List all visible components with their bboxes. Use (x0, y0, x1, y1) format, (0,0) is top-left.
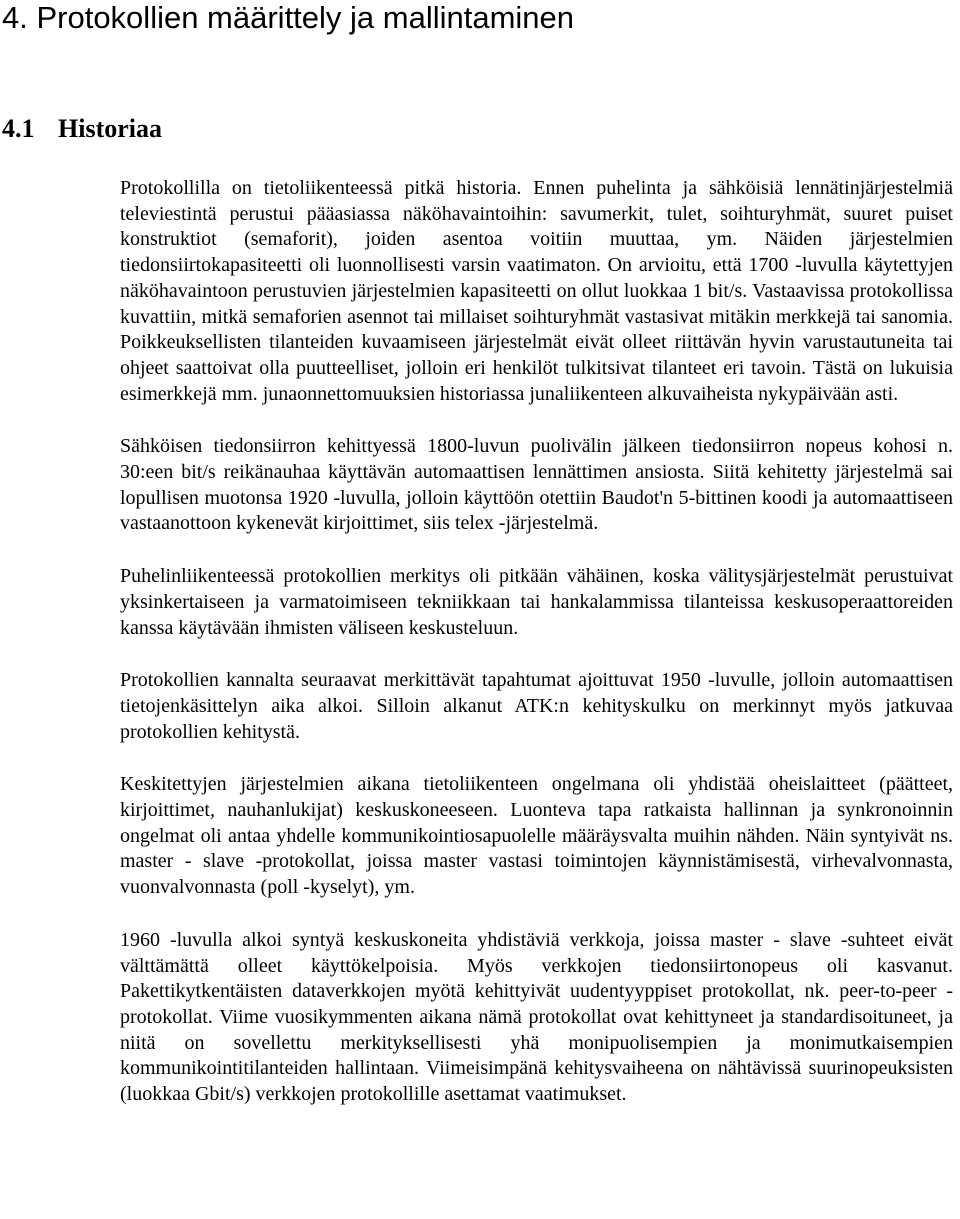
paragraph-centralized-systems: Keskitettyjen järjestelmien aikana tietoliikenteen ongelmana oli yhdistää oheislaitteet (päätteet, kirjoittimet, nauhanlukijat) keskuskoneeseen. Luonteva tapa ratkaista hallinnan ja synkronoinnin ongelmat oli antaa yhdelle kommunikointiosapuolelle määräysvalta muihin nähden. Näin syntyivät ns. master - slave -protokollat, joissa master vastasi toimintojen käynnistämisestä, virhevalvonnasta, vuonvalvonnasta (poll -kyselyt), ym. (120, 773, 953, 899)
section-title: Historiaa (58, 114, 162, 143)
paragraph-1960s-networks: 1960 -luvulla alkoi syntyä keskuskoneita yhdistäviä verkkoja, joissa master - slave -suhteet eivät välttämättä olleet käyttökelpoisia. Myös verkkojen tiedonsiirtonopeus oli kasvanut. Pakettikytkentäisten dataverkkojen myötä kehittyivät uudentyyppiset protokollat, nk. peer-to-peer -protokollat. Viime vuosikymmenten aikana nämä protokollat ovat kehittyneet ja standardisoituneet, ja niitä on sovellettu merkityksellisesti yhä monipuolisempien ja monimutkaisempien kommunikointitilanteiden hallintaan. Viimeisimpänä kehitysvaiheena on nähtävissä suurinopeuksisten (luokkaa Gbit/s) verkkojen protokollille asettamat vaatimukset. (120, 928, 953, 1106)
paragraph-electric-transmission: Sähköisen tiedonsiirron kehittyessä 1800-luvun puolivälin jälkeen tiedonsiirron nopeus kohosi n. 30:een bit/s reikänauhaa käyttävän automaattisen lennättimen ansiosta. Siitä kehitetty järjestelmä sai lopullisen muotonsa 1920 -luvulla, jolloin käyttöön otettiin Baudot'n 5-bittinen koodi ja automaattiseen vastaanottoon kykenevät kirjoittimet, siis telex -järjestelmä. (120, 435, 953, 535)
section-heading (2, 113, 162, 145)
section-number: 4.1 (2, 114, 35, 143)
body-text (120, 176, 953, 1135)
paragraph-history-intro: Protokollilla on tietoliikenteessä pitkä historia. Ennen puhelinta ja sähköisiä lennätinjärjestelmiä televiestintä perustui pääasiassa näköhavaintoihin: savumerkit, tulet, soihturyhmät, suuret puiset konstruktiot (semaforit), joiden asentoa voitiin muuttaa, ym. Näiden järjestelmien tiedonsiirtokapasiteetti oli luonnollisesti varsin vaatimaton. On arvioitu, että 1700 -luvulla käytettyjen näköhavaintoon perustuvien järjestelmien kapasiteetti on ollut luokkaa 1 bit/s. Vastaavissa protokollissa kuvattiin, mitkä semaforien asennot tai millaiset soihturyhmät vastasivat mitäkin merkkejä tai sanomia. Poikkeuksellisten tilanteiden kuvaamiseen järjestelmät eivät olleet riittävän hyvin varustautuneita tai ohjeet saattoivat olla puutteelliset, jolloin eri henkilöt tulkitsivat tilanteet eri tavoin. Tästä on lukuisia esimerkkejä mm. junaonnettomuuksien historiassa junaliikenteen alkuvaiheista nykypäivään asti. (120, 177, 953, 405)
paragraph-telephone-traffic: Puhelinliikenteessä protokollien merkitys oli pitkään vähäinen, koska välitysjärjestelmät perustuivat yksinkertaiseen ja varmatoimiseen tekniikkaan tai hankalammissa tilanteissa keskusoperaattoreiden kanssa käytävään ihmisten väliseen keskusteluun. (120, 565, 953, 639)
paragraph-1950s: Protokollien kannalta seuraavat merkittävät tapahtumat ajoittuvat 1950 -luvulle, jolloin automaattisen tietojenkäsittelyn aika alkoi. Silloin alkanut ATK:n kehityskulku on merkinnyt myös jatkuvaa protokollien kehitystä. (120, 669, 953, 743)
chapter-title: 4. Protokollien määrittely ja mallintaminen (2, 0, 575, 35)
